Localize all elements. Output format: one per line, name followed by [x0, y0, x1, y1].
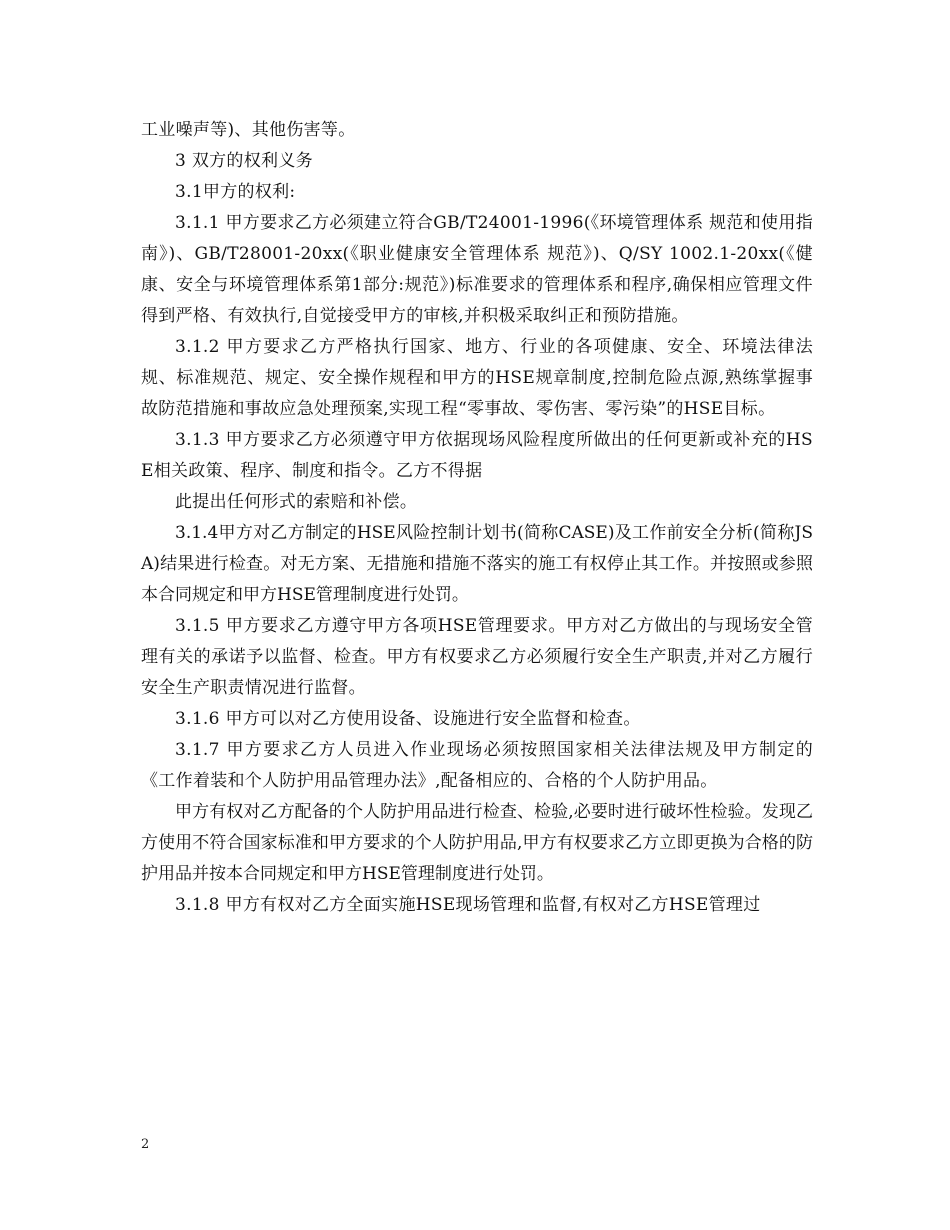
paragraph-continuation: 工业噪声等)、其他伤害等。	[141, 120, 356, 140]
clause-3-1-1: 3.1.1 甲方要求乙方必须建立符合GB/T24001-1996(《环境管理体系 规范和使用指南》)、GB/T28001-20xx(《职业健康安全管理体系 规范》)、Q/SY 1002.1-20xx(《健康、安全与环境管理体系第1部分:规范》)标准要求的管理体系和程序,确保相应管理文件得到严格、有效执行,自觉接受甲方的审核,并积极采取纠正和预防措施。	[141, 213, 813, 326]
section-heading: 3 双方的权利义务	[175, 151, 313, 171]
clause-3-1-4: 3.1.4甲方对乙方制定的HSE风险控制计划书(简称CASE)及工作前安全分析(简称JSA)结果进行检查。对无方案、无措施和措施不落实的施工有权停止其工作。并按照或参照本合同规定和甲方HSE管理制度进行处罚。	[141, 523, 813, 605]
subsection-heading: 3.1甲方的权利:	[175, 182, 296, 202]
clause-3-1-3-continuation: 此提出任何形式的索赔和补偿。	[175, 492, 418, 512]
clause-3-1-3: 3.1.3 甲方要求乙方必须遵守甲方依据现场风险程度所做出的任何更新或补充的HSE相关政策、程序、制度和指令。乙方不得据	[141, 430, 813, 481]
document-body	[141, 115, 813, 921]
page-number: 2	[141, 1137, 150, 1152]
clause-3-1-5: 3.1.5 甲方要求乙方遵守甲方各项HSE管理要求。甲方对乙方做出的与现场安全管理有关的承诺予以监督、检查。甲方有权要求乙方必须履行安全生产职责,并对乙方履行安全生产职责情况进行监督。	[141, 616, 813, 698]
clause-3-1-8: 3.1.8 甲方有权对乙方全面实施HSE现场管理和监督,有权对乙方HSE管理过	[175, 895, 761, 915]
clause-3-1-6: 3.1.6 甲方可以对乙方使用设备、设施进行安全监督和检查。	[175, 709, 641, 729]
clause-3-1-2: 3.1.2 甲方要求乙方严格执行国家、地方、行业的各项健康、安全、环境法律法规、标准规范、规定、安全操作规程和甲方的HSE规章制度,控制危险点源,熟练掌握事故防范措施和事故应急处理预案,实现工程“零事故、零伤害、零污染”的HSE目标。	[141, 337, 813, 419]
clause-3-1-7-detail: 甲方有权对乙方配备的个人防护用品进行检查、检验,必要时进行破坏性检验。发现乙方使用不符合国家标准和甲方要求的个人防护用品,甲方有权要求乙方立即更换为合格的防护用品并按本合同规定和甲方HSE管理制度进行处罚。	[141, 802, 813, 884]
clause-3-1-7: 3.1.7 甲方要求乙方人员进入作业现场必须按照国家相关法律法规及甲方制定的《工作着装和个人防护用品管理办法》,配备相应的、合格的个人防护用品。	[141, 740, 813, 791]
